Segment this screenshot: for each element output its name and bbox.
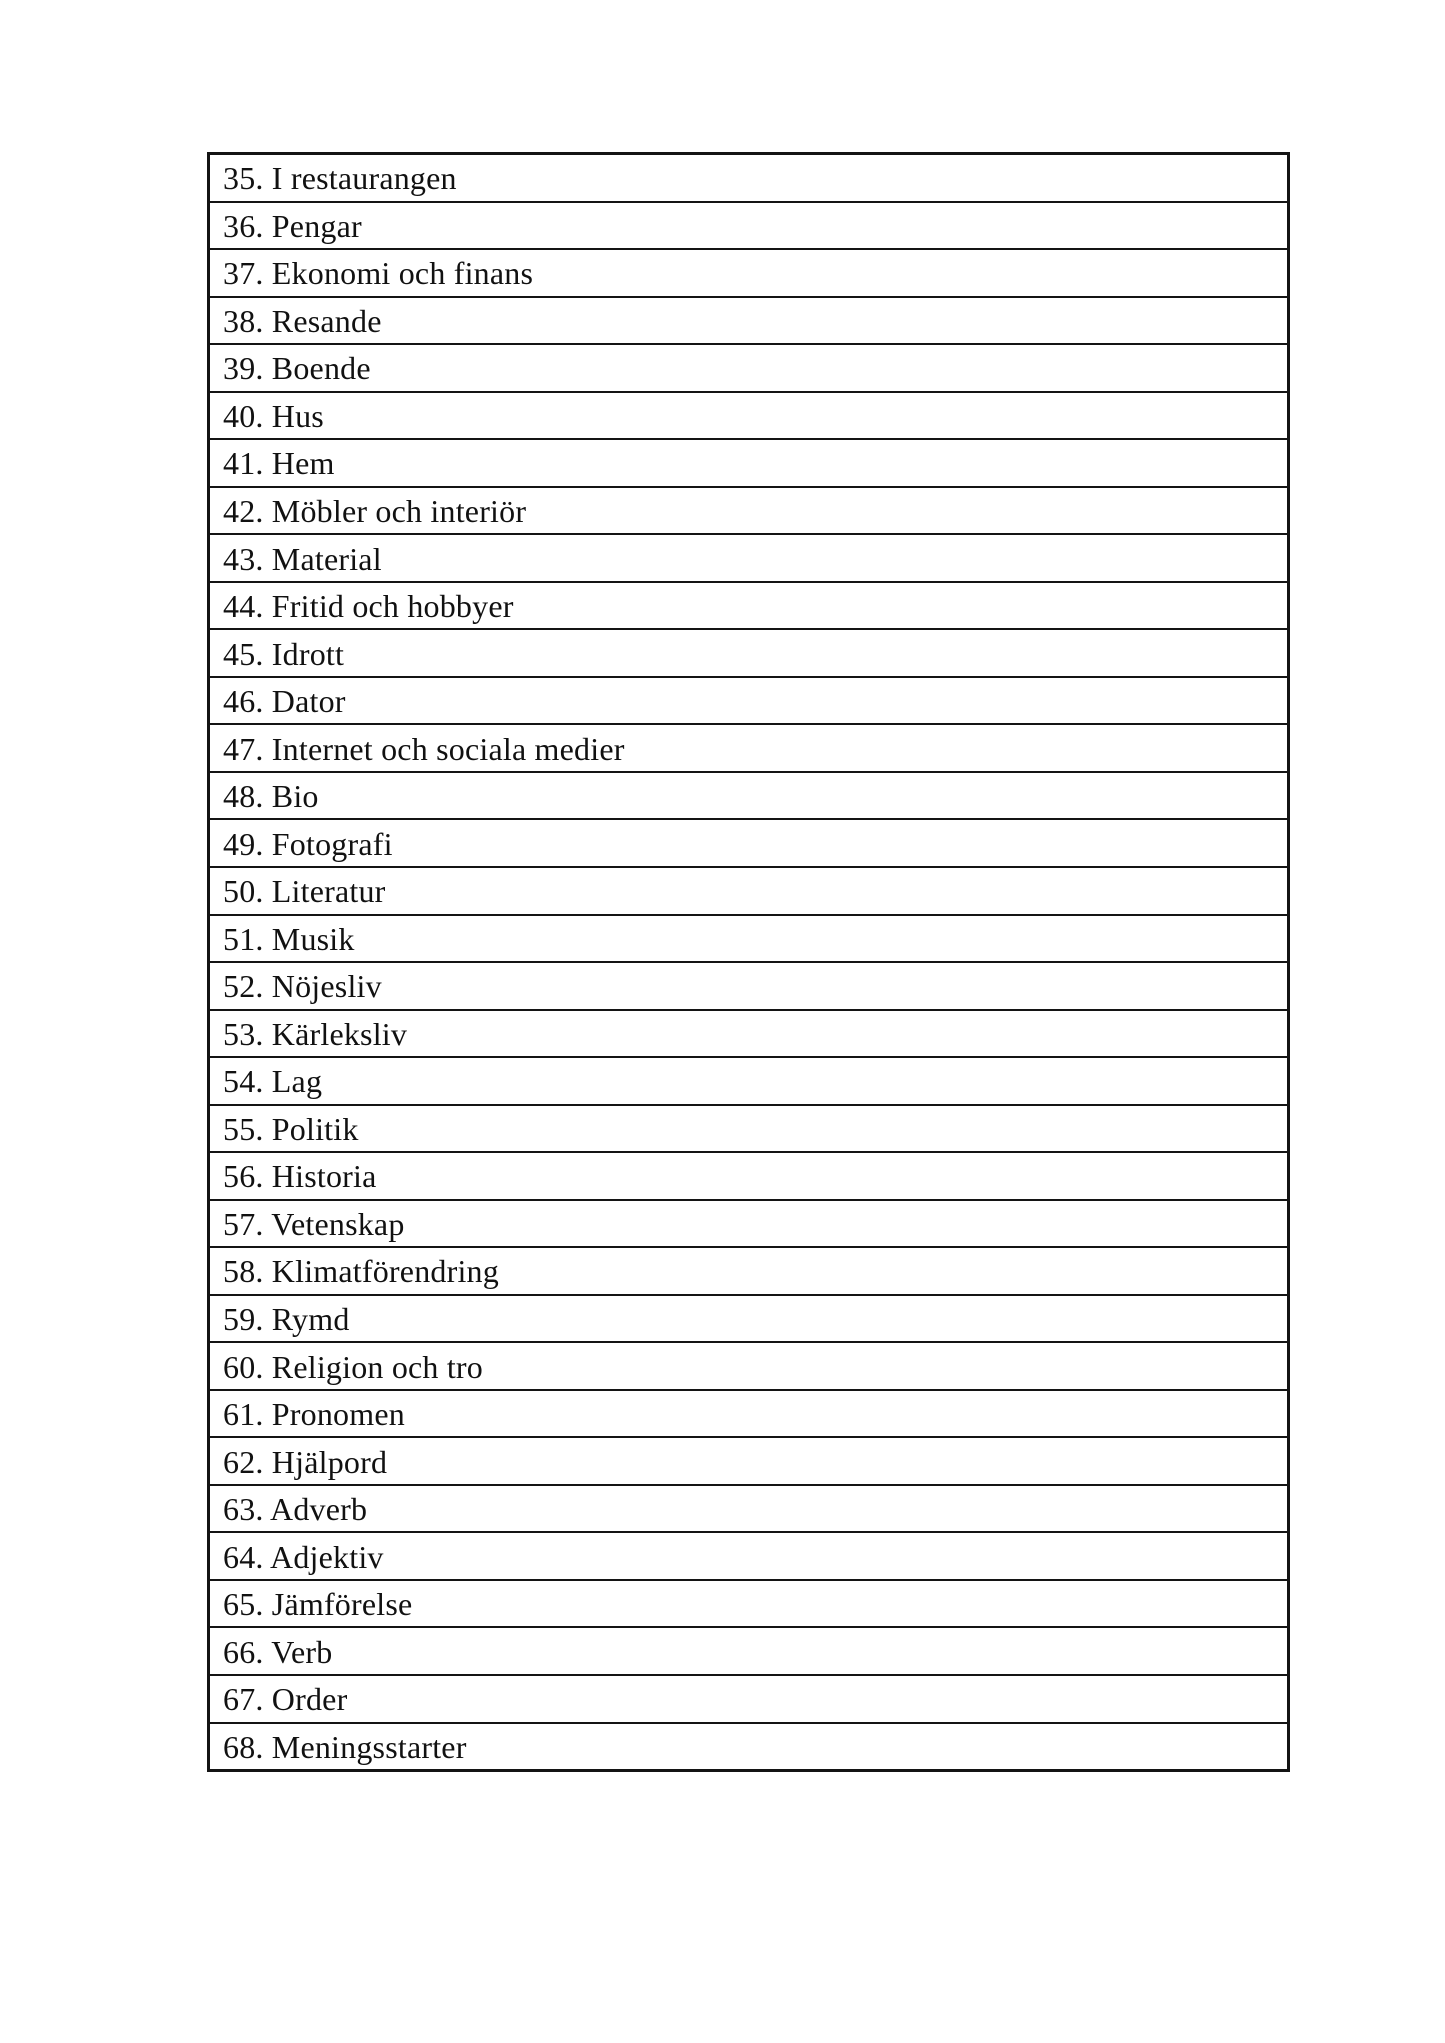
chapter-entry: 52. Nöjesliv <box>223 968 382 1005</box>
chapter-entry: 49. Fotografi <box>223 825 393 862</box>
table-row <box>210 1011 1287 1059</box>
chapter-entry: 35. I restaurangen <box>223 160 457 197</box>
chapter-entry: 65. Jämförelse <box>223 1586 413 1623</box>
contents-table <box>207 152 1290 1772</box>
chapter-entry: 39. Boende <box>223 350 371 387</box>
table-row <box>210 1486 1287 1534</box>
chapter-entry: 68. Meningsstarter <box>223 1728 467 1765</box>
table-row <box>210 1676 1287 1724</box>
chapter-entry: 37. Ekonomi och finans <box>223 255 534 292</box>
table-row <box>210 1343 1287 1391</box>
chapter-entry: 61. Pronomen <box>223 1396 405 1433</box>
chapter-entry: 57. Vetenskap <box>223 1205 405 1242</box>
table-row <box>210 1533 1287 1581</box>
table-row <box>210 298 1287 346</box>
table-row <box>210 1581 1287 1629</box>
chapter-entry: 44. Fritid och hobbyer <box>223 588 514 625</box>
chapter-entry: 64. Adjektiv <box>223 1538 384 1575</box>
table-row <box>210 203 1287 251</box>
table-row <box>210 773 1287 821</box>
chapter-entry: 60. Religion och tro <box>223 1348 483 1385</box>
chapter-entry: 66. Verb <box>223 1633 333 1670</box>
chapter-entry: 63. Adverb <box>223 1491 368 1528</box>
table-row <box>210 488 1287 536</box>
table-row <box>210 440 1287 488</box>
chapter-entry: 54. Lag <box>223 1063 323 1100</box>
chapter-entry: 36. Pengar <box>223 207 362 244</box>
table-row <box>210 820 1287 868</box>
table-row <box>210 1106 1287 1154</box>
table-row <box>210 535 1287 583</box>
chapter-entry: 58. Klimatförendring <box>223 1253 499 1290</box>
table-row <box>210 1248 1287 1296</box>
chapter-entry: 56. Historia <box>223 1158 377 1195</box>
table-row <box>210 155 1287 203</box>
chapter-entry: 38. Resande <box>223 302 382 339</box>
table-row <box>210 1058 1287 1106</box>
chapter-entry: 45. Idrott <box>223 635 345 672</box>
chapter-entry: 40. Hus <box>223 397 324 434</box>
chapter-entry: 59. Rymd <box>223 1301 350 1338</box>
table-row <box>210 1724 1287 1770</box>
table-row <box>210 1391 1287 1439</box>
table-row <box>210 1153 1287 1201</box>
chapter-entry: 48. Bio <box>223 778 319 815</box>
table-row <box>210 1296 1287 1344</box>
table-row <box>210 1438 1287 1486</box>
table-row <box>210 963 1287 1011</box>
table-row <box>210 678 1287 726</box>
table-row <box>210 345 1287 393</box>
chapter-entry: 42. Möbler och interiör <box>223 492 527 529</box>
table-row <box>210 1628 1287 1676</box>
chapter-entry: 41. Hem <box>223 445 335 482</box>
chapter-entry: 51. Musik <box>223 920 355 957</box>
table-row <box>210 1201 1287 1249</box>
table-row <box>210 725 1287 773</box>
chapter-entry: 50. Literatur <box>223 873 386 910</box>
chapter-entry: 67. Order <box>223 1681 348 1718</box>
table-row <box>210 250 1287 298</box>
chapter-entry: 53. Kärleksliv <box>223 1015 408 1052</box>
chapter-entry: 47. Internet och sociala medier <box>223 730 625 767</box>
table-row <box>210 630 1287 678</box>
table-row <box>210 916 1287 964</box>
chapter-entry: 55. Politik <box>223 1110 359 1147</box>
table-row <box>210 868 1287 916</box>
chapter-entry: 43. Material <box>223 540 382 577</box>
table-row <box>210 583 1287 631</box>
table-row <box>210 393 1287 441</box>
chapter-entry: 62. Hjälpord <box>223 1443 388 1480</box>
chapter-entry: 46. Dator <box>223 683 346 720</box>
